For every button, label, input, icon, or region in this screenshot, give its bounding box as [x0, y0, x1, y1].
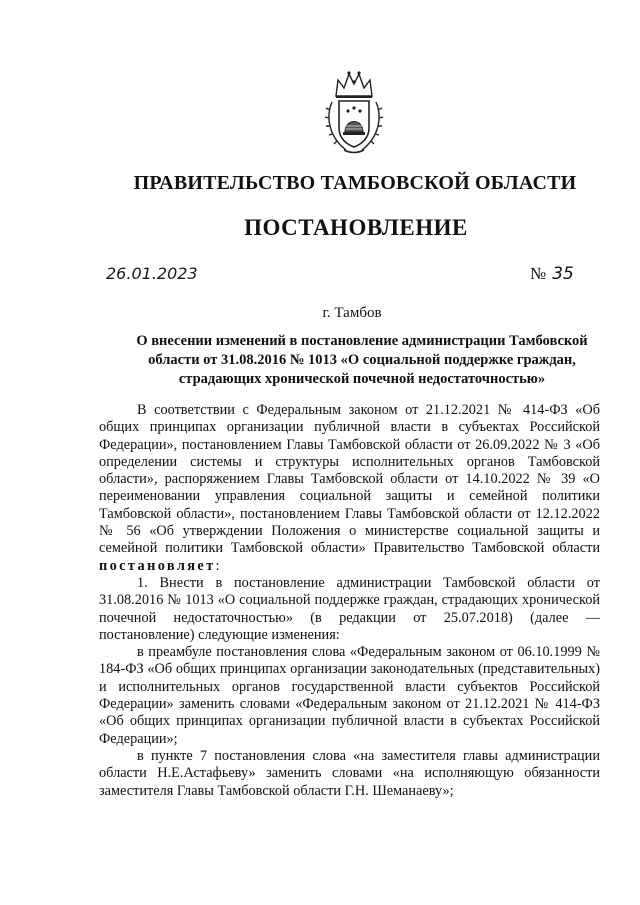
- document-date: 26.01.2023: [106, 264, 198, 283]
- document-number-value: 35: [552, 264, 574, 284]
- paragraph-item-7-change: в пункте 7 постановления слова «на заместителя главы администрации области Н.Е.Астафьеву» заменить словами «на исполняющую обязанности заместителя Главы Тамбовской области Г.Н. Шеманаеву»;: [99, 747, 600, 799]
- paragraph-preamble: [99, 402, 600, 575]
- government-title: ПРАВИТЕЛЬСТВО ТАМБОВСКОЙ ОБЛАСТИ: [133, 172, 577, 194]
- paragraph-item-1: 1. Внести в постановление администрации Тамбовской области от 31.08.2016 № 1013 «О социальной поддержке граждан, страдающих хронической почечной недостаточностью» (в редакции от 25.07.2018) (далее — постановление) следующие изменения:: [99, 574, 600, 643]
- document-type-title: ПОСТАНОВЛЕНИЕ: [244, 215, 468, 240]
- decree-colon: :: [215, 557, 220, 574]
- document-number: [530, 264, 574, 284]
- paragraph-preamble-change: в преамбуле постановления слова «Федеральным законом от 06.10.1999 № 184-ФЗ «Об общих принципах организации законодательных (представительных) и исполнительных органов государственной власти субъектов Российской Федерации» заменить словами «Федеральным законом от 21.12.2021 № 414-ФЗ «Об общих принципах организации публичной власти в субъектах Российской Федерации»;: [99, 644, 600, 747]
- preamble-text: В соответствии с Федеральным законом от 21.12.2021 № 414-ФЗ «Об общих принципах организации публичной власти в субъектах Российской Федерации», постановлением Главы Тамбовской области от 26.09.2022 № 3 «Об определении системы и структуры исполнительных органов Тамбовской области», распоряжением Главы Тамбовской области от 14.10.2022 № 39 «О переименовании управления социальной защиты и семейной политики Тамбовской области», постановлением Главы Тамбовской области от 12.12.2022 № 56 «Об утверждении Положения о министерстве социальной защиты и семейной политики Тамбовской области» Правительство Тамбовской области: [99, 402, 600, 557]
- number-sign: №: [530, 264, 547, 283]
- city-name: г. Тамбов: [322, 305, 382, 321]
- document-subject: О внесении изменений в постановление администрации Тамбовской области от 31.08.2016 № 1013 «О социальной поддержке граждан, страдающих хронической почечной недостаточностью»: [136, 333, 588, 387]
- tambov-coat-of-arms-icon: [324, 66, 384, 156]
- decree-word: постановляет: [99, 557, 216, 574]
- document-body: [99, 402, 600, 800]
